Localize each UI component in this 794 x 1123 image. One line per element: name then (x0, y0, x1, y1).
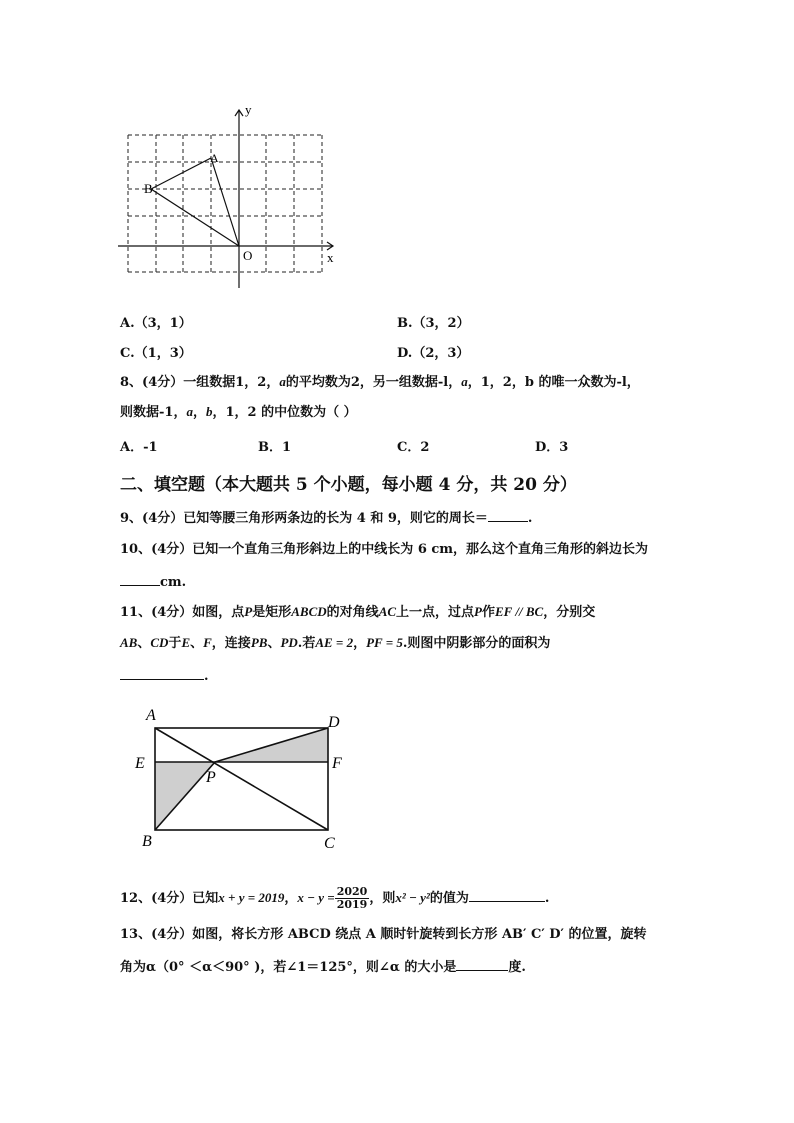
vertex-b-label: B (142, 833, 152, 850)
origin-label: O (243, 248, 253, 263)
point-f-label: F (332, 755, 342, 772)
q7-option-d: D.（2，3） (397, 346, 470, 361)
q12-answer-blank (469, 889, 545, 902)
q8-option-c: C．2 (397, 440, 430, 455)
point-e-label: E (135, 755, 145, 772)
q11-line-3: . (120, 667, 209, 686)
q10-line-2: cm. (120, 573, 186, 592)
q12-fraction: $\frac{2020}{2019}$ (336, 885, 368, 911)
q11-line-1: 11、(4分）如图，点P是矩形ABCD的对角线AC上一点，过点P作EF // BC，分别交 (120, 604, 596, 620)
q13-answer-blank (456, 958, 508, 971)
vertex-a-label: A (146, 707, 156, 724)
vertex-d-label: D (328, 714, 340, 731)
q9-answer-blank (488, 509, 528, 522)
q10-line-1: 10、(4分）已知一个直角三角形斜边上的中线长为 6 cm，那么这个直角三角形的斜边长为 (120, 542, 649, 557)
q11-line-2: AB、CD于E、F，连接PB、PD.若AE = 2，PF = 5.则图中阴影部分的面积为 (120, 635, 551, 651)
q8-line-1: 8、(4分）一组数据1，2，a的平均数为2，另一组数据-l，a，1，2，b 的唯一众数为-l， (120, 374, 640, 390)
q7-option-c: C.（1，3） (120, 346, 192, 361)
q8-option-d: D．3 (535, 440, 569, 455)
q13-line-2: 角为α（0° ＜α＜90° )，若∠1＝125°，则∠α 的大小是 度. (120, 960, 526, 975)
q8-option-b: B．1 (258, 440, 292, 455)
q10-answer-blank (120, 573, 160, 586)
q13-line-1: 13、(4分）如图，将长方形 ABCD 绕点 A 顺时针旋转到长方形 AB′ C′ D′ 的位置，旋转 (120, 927, 647, 942)
rectangle-figure (130, 700, 360, 860)
coordinate-grid-figure (115, 100, 345, 295)
q11-answer-blank (120, 667, 204, 680)
section-2-title: 二、填空题（本大题共 5 个小题，每小题 4 分，共 20 分） (120, 475, 577, 495)
point-p-label: P (206, 769, 216, 786)
q8-line-2: 则数据-1，a，b，1，2 的中位数为（ ） (120, 404, 357, 420)
point-b-label: B (144, 181, 153, 196)
x-axis-label: x (327, 250, 334, 265)
q7-option-b: B.（3，2） (397, 316, 470, 331)
point-a-label: A (210, 151, 219, 165)
q12-line: 12、(4分）已知x + y = 2019，x − y = $\frac{2020}{2019}$ ，则x² − y²的值为 . (120, 885, 550, 911)
q8-option-a: A．-1 (120, 440, 158, 455)
q9-line: 9、(4分）已知等腰三角形两条边的长为 4 和 9，则它的周长＝ . (120, 511, 533, 526)
vertex-c-label: C (324, 835, 335, 852)
q7-option-a: A.（3，1） (120, 316, 192, 331)
y-axis-label: y (245, 102, 252, 117)
